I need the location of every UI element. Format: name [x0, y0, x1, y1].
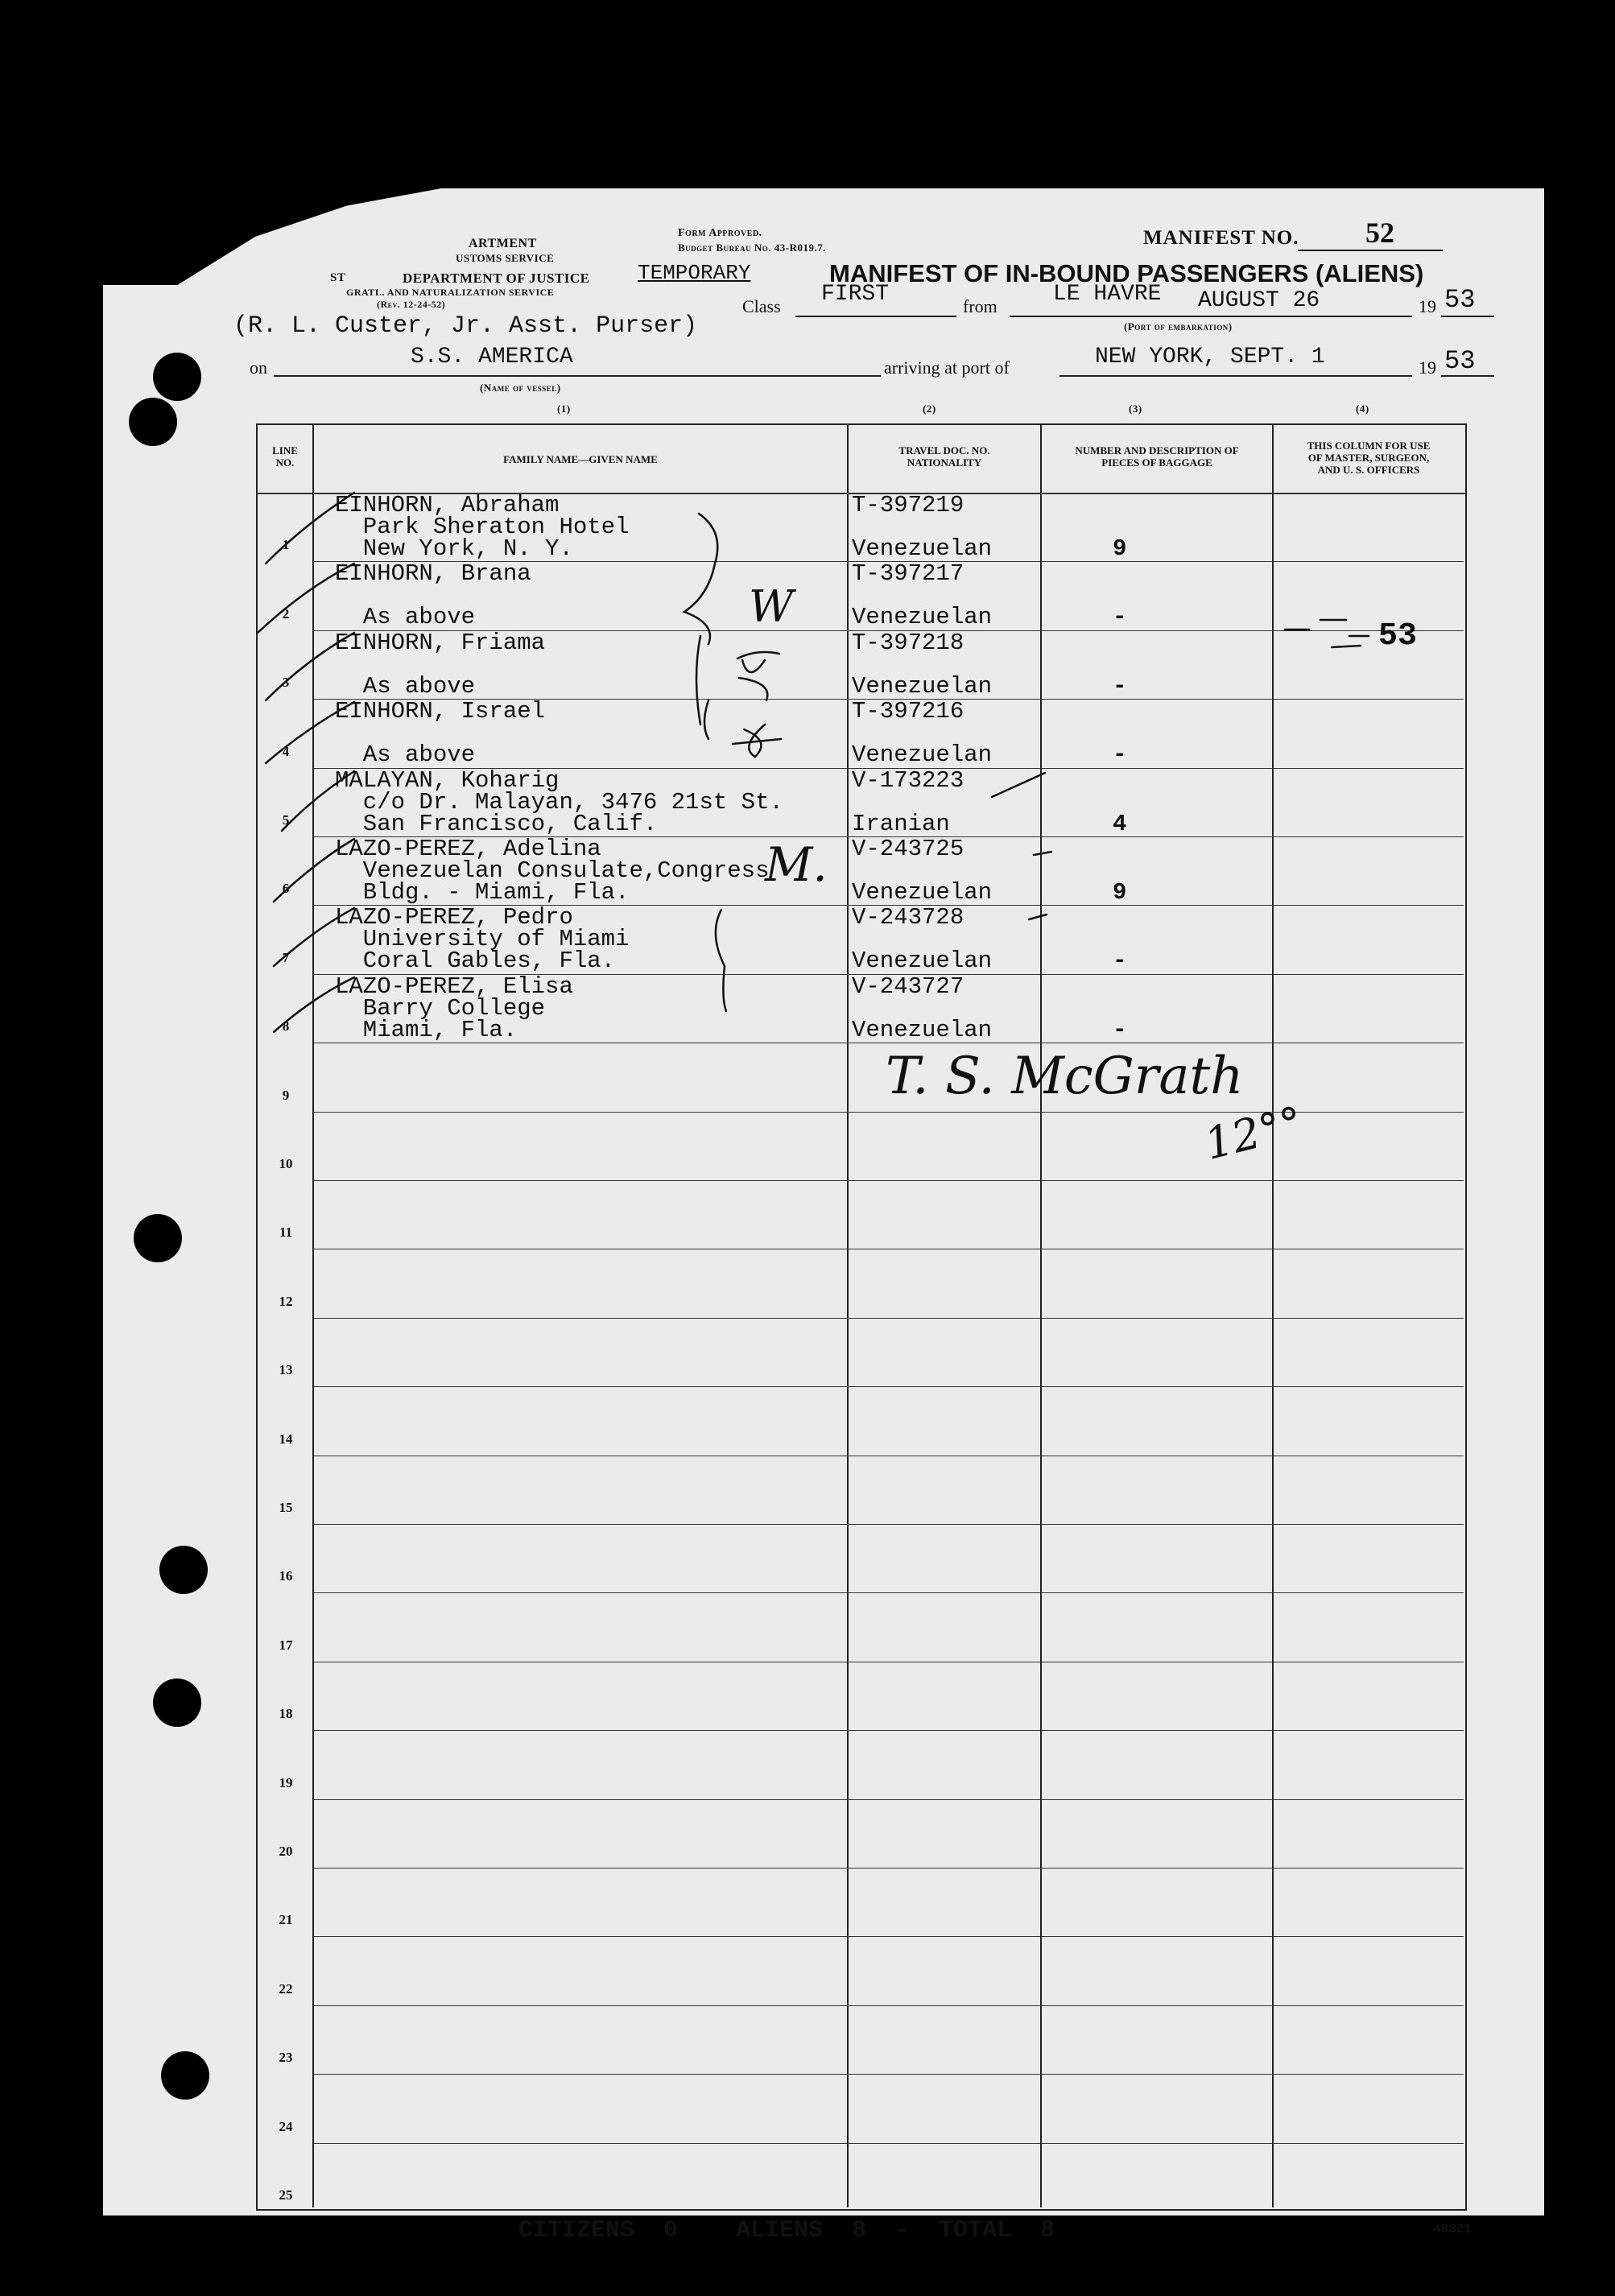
passenger-name: LAZO-PEREZ, Pedro — [335, 904, 573, 931]
travel-doc-number: V-173223 — [852, 766, 964, 794]
manifest-no-value: 52 — [1365, 217, 1394, 249]
row-number: 17 — [279, 1637, 293, 1653]
passenger-address-line: Bldg. - Miami, Fla. — [335, 879, 630, 906]
handwritten-m: M. — [765, 837, 828, 892]
baggage-header: NUMBER AND DESCRIPTION OF PIECES OF BAGGAGE — [1075, 444, 1239, 469]
arrival-port-date: NEW YORK, SEPT. 1 — [1095, 345, 1325, 370]
travel-doc-header: TRAVEL DOC. NO. NATIONALITY — [898, 444, 990, 469]
form-approved: Form Approved. — [678, 227, 762, 239]
baggage-count: - — [1113, 948, 1127, 975]
nationality: Venezuelan — [852, 672, 993, 700]
manifest-title: MANIFEST OF IN-BOUND PASSENGERS (ALIENS) — [829, 259, 1424, 287]
embark-date: AUGUST 26 — [1198, 288, 1320, 313]
passenger-address-line: Park Sheraton Hotel — [335, 514, 630, 540]
row-number: 1 — [282, 537, 290, 553]
baggage-count: 4 — [1113, 810, 1127, 837]
baggage-count: 9 — [1113, 535, 1127, 562]
handwritten-w: W — [749, 581, 794, 632]
row-number: 9 — [282, 1087, 290, 1103]
year-value: 53 — [1444, 285, 1476, 315]
row-number: 19 — [279, 1774, 293, 1790]
passenger-address-line: c/o Dr. Malayan, 3476 21st St. — [335, 788, 783, 816]
passenger-name: EINHORN, Israel — [335, 698, 546, 725]
officer-mark: 53 — [1378, 618, 1418, 655]
on-label: on — [250, 357, 267, 378]
passenger-name: EINHORN, Abraham — [335, 492, 560, 518]
row-number: 8 — [282, 1018, 290, 1034]
from-label: from — [963, 296, 998, 316]
line-no-header: LINE NO. — [272, 444, 298, 469]
row-number: 18 — [279, 1706, 293, 1722]
passenger-address-line: As above — [335, 741, 476, 769]
row-number: 24 — [279, 2118, 293, 2134]
nationality: Venezuelan — [852, 535, 993, 562]
name-of-vessel-caption: (Name of vessel) — [480, 382, 561, 394]
passenger-address-line: Barry College — [335, 994, 546, 1022]
inspector-prefix: ST — [330, 271, 346, 284]
signature: T. S. McGrath — [886, 1047, 1244, 1106]
baggage-count: - — [1113, 1016, 1127, 1043]
class-label: Class — [742, 296, 781, 316]
row-number: 5 — [282, 812, 290, 828]
row-number: 14 — [279, 1431, 293, 1447]
travel-doc-number: T-397217 — [852, 560, 964, 588]
passenger-name: MALAYAN, Koharig — [335, 766, 560, 794]
row-number: 4 — [282, 743, 290, 759]
port-of-embarkation-caption: (Port of embarkation) — [1124, 320, 1233, 332]
row-number: 20 — [279, 1844, 293, 1859]
row-number: 12 — [279, 1293, 293, 1309]
column-number-4: (4) — [1356, 403, 1369, 415]
column-number-2: (2) — [923, 403, 936, 415]
baggage-count: - — [1113, 741, 1127, 769]
passenger-name: EINHORN, Friama — [335, 629, 546, 656]
passenger-address-line: As above — [335, 672, 476, 700]
totals-line: CITIZENS 0 ALIENS 8 - TOTAL 8 — [518, 2217, 1055, 2244]
row-number: 13 — [279, 1362, 293, 1378]
row-number: 23 — [279, 2050, 293, 2066]
budget-bureau: Budget Bureau No. 43-R019.7. — [678, 242, 826, 254]
passenger-name: LAZO-PEREZ, Adelina — [335, 836, 601, 862]
passenger-address-line: Miami, Fla. — [335, 1016, 518, 1043]
passenger-address-line: As above — [335, 604, 476, 631]
baggage-count: - — [1113, 604, 1127, 631]
officers-header: THIS COLUMN FOR USE OF MASTER, SURGEON, AND U. S. OFFICERS — [1307, 440, 1431, 476]
arriving-label: arriving at port of — [884, 357, 1010, 378]
travel-doc-number: T-397216 — [852, 698, 964, 725]
baggage-count: - — [1113, 672, 1127, 700]
row-number: 3 — [282, 675, 290, 691]
department-label: ARTMENT — [469, 237, 537, 250]
passenger-address-line: Venezuelan Consulate,Congress — [335, 857, 770, 884]
nationality: Venezuelan — [852, 741, 993, 769]
column-number-3: (3) — [1129, 403, 1142, 415]
time-note: 12°° — [1200, 1096, 1308, 1170]
customs-label: USTOMS SERVICE — [456, 252, 555, 264]
nationality: Iranian — [852, 810, 950, 837]
row-number: 11 — [279, 1224, 293, 1241]
form-number: 48321 — [1433, 2222, 1472, 2236]
from-value: LE HAVRE — [1053, 282, 1162, 307]
passenger-address-line: University of Miami — [335, 926, 630, 953]
arrival-year-value: 53 — [1444, 346, 1476, 376]
row-number: 2 — [282, 605, 290, 621]
temporary-stamp: TEMPORARY — [638, 261, 751, 285]
passenger-address-line: San Francisco, Calif. — [335, 810, 658, 837]
row-number: 6 — [282, 881, 290, 897]
column-number-1: (1) — [557, 403, 571, 415]
arrival-year-prefix: 19 — [1419, 357, 1436, 378]
row-number: 21 — [279, 1912, 293, 1928]
travel-doc-number: V-243728 — [852, 904, 964, 931]
travel-doc-number: V-243725 — [852, 836, 964, 862]
class-value: FIRST — [821, 282, 890, 307]
year-prefix: 19 — [1419, 296, 1436, 316]
row-number: 25 — [279, 2187, 293, 2203]
nationality: Venezuelan — [852, 948, 993, 975]
nationality: Venezuelan — [852, 879, 993, 906]
baggage-count: 9 — [1113, 879, 1127, 906]
family-name-header: FAMILY NAME—GIVEN NAME — [503, 453, 658, 465]
travel-doc-number: T-397219 — [852, 492, 964, 518]
row-number: 22 — [279, 1980, 293, 1997]
department-of-justice-label: DEPARTMENT OF JUSTICE — [403, 270, 590, 286]
immigration-label: GRATI.. AND NATURALIZATION SERVICE — [346, 287, 555, 298]
passenger-address-line: Coral Gables, Fla. — [335, 948, 616, 975]
revision-label: (Rev. 12-24-52) — [377, 299, 446, 310]
manifest-no-label: MANIFEST NO. — [1143, 227, 1299, 249]
travel-doc-number: T-397218 — [852, 629, 964, 656]
row-number: 15 — [279, 1500, 293, 1515]
nationality: Venezuelan — [852, 1016, 993, 1043]
row-number: 16 — [279, 1568, 293, 1584]
row-number: 10 — [279, 1156, 293, 1171]
purser-note: (R. L. Custer, Jr. Asst. Purser) — [233, 312, 698, 340]
row-number: 7 — [282, 949, 290, 965]
passenger-address-line: New York, N. Y. — [335, 535, 573, 562]
passenger-name: EINHORN, Brana — [335, 560, 531, 588]
vessel-name: S.S. AMERICA — [411, 345, 573, 370]
travel-doc-number: V-243727 — [852, 972, 964, 1000]
passenger-name: LAZO-PEREZ, Elisa — [335, 972, 573, 1000]
nationality: Venezuelan — [852, 604, 993, 631]
